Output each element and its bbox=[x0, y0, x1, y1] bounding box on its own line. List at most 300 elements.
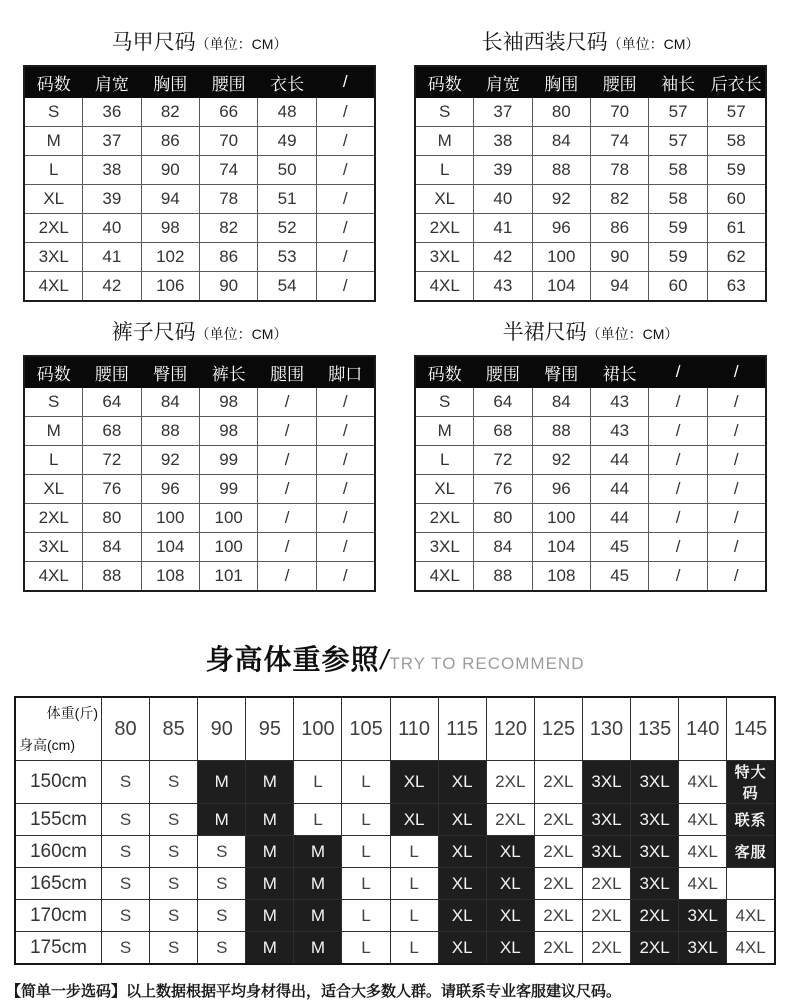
recommend-size-cell: 3XL bbox=[582, 804, 630, 836]
size-table-row bbox=[24, 127, 374, 156]
size-value: 80 bbox=[532, 98, 590, 127]
column-header: 腿围 bbox=[258, 356, 316, 388]
matrix-row bbox=[15, 836, 775, 868]
size-table-row bbox=[415, 98, 765, 127]
size-value: 86 bbox=[141, 127, 199, 156]
footnote: 【简单一步选码】以上数据根据平均身材得出，适合大多数人群。请联系专业客服建议尺码。 bbox=[6, 983, 622, 1000]
size-value: 88 bbox=[532, 156, 590, 185]
size-code-label: L bbox=[24, 156, 82, 185]
weight-header: 115 bbox=[438, 697, 486, 761]
size-table-header-row bbox=[24, 356, 374, 388]
size-value: / bbox=[316, 562, 374, 592]
pants-size-title-text: 裤子尺码 bbox=[111, 321, 196, 344]
column-header: 肩宽 bbox=[474, 66, 532, 98]
recommend-size-cell: 2XL bbox=[631, 932, 679, 965]
recommend-size-cell: 4XL bbox=[679, 804, 727, 836]
size-value: 82 bbox=[199, 214, 257, 243]
size-value: 72 bbox=[83, 446, 141, 475]
weight-header: 85 bbox=[150, 697, 198, 761]
recommend-size-cell: 特大码 bbox=[727, 761, 775, 804]
column-header: 码数 bbox=[415, 66, 473, 98]
size-value: 82 bbox=[141, 98, 199, 127]
size-value: 64 bbox=[83, 388, 141, 417]
size-table-row bbox=[415, 475, 765, 504]
size-value: 84 bbox=[83, 533, 141, 562]
size-value: 61 bbox=[707, 214, 765, 243]
size-value: 38 bbox=[83, 156, 141, 185]
pants-size-unit: （单位：CM） bbox=[195, 326, 288, 342]
size-value: 76 bbox=[474, 475, 532, 504]
size-value: 104 bbox=[532, 272, 590, 302]
recommend-size-cell: S bbox=[102, 900, 150, 932]
size-value: / bbox=[649, 533, 707, 562]
size-table-header-row bbox=[24, 66, 374, 98]
column-header: 后衣长 bbox=[707, 66, 765, 98]
size-value: / bbox=[258, 475, 316, 504]
size-table-row bbox=[24, 243, 374, 272]
recommend-size-cell: 3XL bbox=[679, 932, 727, 965]
size-table-row bbox=[415, 562, 765, 592]
recommend-size-cell: M bbox=[246, 900, 294, 932]
size-table-row bbox=[415, 417, 765, 446]
recommend-size-cell: 2XL bbox=[486, 761, 534, 804]
size-code-label: L bbox=[24, 446, 82, 475]
size-value: 94 bbox=[141, 185, 199, 214]
recommend-size-cell: XL bbox=[390, 761, 438, 804]
size-value: 51 bbox=[258, 185, 316, 214]
matrix-row bbox=[15, 900, 775, 932]
weight-header: 105 bbox=[342, 697, 390, 761]
recommend-size-cell: S bbox=[198, 868, 246, 900]
size-value: / bbox=[316, 417, 374, 446]
column-header: 码数 bbox=[415, 356, 473, 388]
size-value: / bbox=[707, 533, 765, 562]
size-code-label: XL bbox=[24, 475, 82, 504]
size-code-label: 3XL bbox=[24, 533, 82, 562]
corner-height-label: 身高(cm) bbox=[19, 737, 75, 753]
recommend-size-cell: L bbox=[390, 836, 438, 868]
weight-header: 100 bbox=[294, 697, 342, 761]
recommend-title-en: TRY TO RECOMMEND bbox=[389, 654, 585, 673]
recommend-size-cell: M bbox=[246, 868, 294, 900]
column-header: 裙长 bbox=[590, 356, 648, 388]
size-value: 41 bbox=[474, 214, 532, 243]
size-value: 42 bbox=[474, 243, 532, 272]
size-value: 58 bbox=[649, 156, 707, 185]
size-code-label: M bbox=[24, 127, 82, 156]
recommend-size-cell: 2XL bbox=[582, 868, 630, 900]
vest-size-title-text: 马甲尺码 bbox=[111, 31, 196, 54]
recommend-size-cell: XL bbox=[486, 932, 534, 965]
size-table-row bbox=[24, 185, 374, 214]
weight-header: 135 bbox=[631, 697, 679, 761]
recommend-size-cell: 4XL bbox=[679, 761, 727, 804]
matrix-header-row bbox=[15, 697, 775, 761]
size-table-row bbox=[415, 156, 765, 185]
column-header: 码数 bbox=[24, 356, 82, 388]
size-value: 60 bbox=[707, 185, 765, 214]
column-header: / bbox=[649, 356, 707, 388]
recommend-size-cell: L bbox=[294, 804, 342, 836]
size-value: 45 bbox=[590, 533, 648, 562]
recommend-size-cell: L bbox=[390, 868, 438, 900]
size-value: 88 bbox=[83, 562, 141, 592]
skirt-size-section bbox=[401, 316, 780, 592]
pants-size-table bbox=[23, 355, 375, 592]
recommend-size-cell: S bbox=[150, 836, 198, 868]
height-label: 175cm bbox=[15, 932, 102, 965]
recommend-size-cell: S bbox=[150, 900, 198, 932]
size-value: / bbox=[258, 562, 316, 592]
recommend-title-slash: / bbox=[380, 644, 389, 675]
size-value: 72 bbox=[474, 446, 532, 475]
recommend-size-cell: S bbox=[198, 932, 246, 965]
height-label: 170cm bbox=[15, 900, 102, 932]
recommend-size-cell: 4XL bbox=[727, 932, 775, 965]
size-value: / bbox=[316, 446, 374, 475]
weight-header: 80 bbox=[102, 697, 150, 761]
size-value: / bbox=[707, 388, 765, 417]
recommend-size-cell: S bbox=[102, 804, 150, 836]
size-value: / bbox=[649, 417, 707, 446]
recommend-size-cell: L bbox=[342, 900, 390, 932]
recommend-size-cell: XL bbox=[438, 900, 486, 932]
size-value: 92 bbox=[532, 185, 590, 214]
height-weight-matrix bbox=[14, 696, 776, 965]
size-value: 98 bbox=[199, 417, 257, 446]
recommend-size-cell: S bbox=[102, 836, 150, 868]
size-value: 100 bbox=[532, 243, 590, 272]
column-header: 裤长 bbox=[199, 356, 257, 388]
size-value: 43 bbox=[590, 388, 648, 417]
size-value: 59 bbox=[649, 214, 707, 243]
skirt-size-unit: （单位：CM） bbox=[586, 326, 679, 342]
size-value: 64 bbox=[474, 388, 532, 417]
recommend-size-cell: S bbox=[150, 868, 198, 900]
size-table-header-row bbox=[415, 66, 765, 98]
size-value: 88 bbox=[474, 562, 532, 592]
matrix-row bbox=[15, 868, 775, 900]
vest-size-title bbox=[10, 26, 389, 56]
size-value: 54 bbox=[258, 272, 316, 302]
weight-header: 130 bbox=[582, 697, 630, 761]
recommend-size-cell: XL bbox=[486, 868, 534, 900]
recommend-size-cell: M bbox=[246, 932, 294, 965]
column-header: 腰围 bbox=[590, 66, 648, 98]
size-code-label: 3XL bbox=[415, 533, 473, 562]
recommend-size-cell: M bbox=[294, 900, 342, 932]
size-value: 94 bbox=[590, 272, 648, 302]
size-table-row bbox=[415, 243, 765, 272]
size-value: / bbox=[258, 446, 316, 475]
skirt-size-title-text: 半裙尺码 bbox=[502, 321, 587, 344]
size-table-row bbox=[415, 533, 765, 562]
size-value: 66 bbox=[199, 98, 257, 127]
recommend-size-cell: 联系 bbox=[727, 804, 775, 836]
column-header: 腰围 bbox=[474, 356, 532, 388]
height-label: 160cm bbox=[15, 836, 102, 868]
column-header: 臀围 bbox=[532, 356, 590, 388]
size-value: 40 bbox=[474, 185, 532, 214]
size-code-label: M bbox=[24, 417, 82, 446]
weight-header: 90 bbox=[198, 697, 246, 761]
size-value: 70 bbox=[199, 127, 257, 156]
size-value: 86 bbox=[199, 243, 257, 272]
size-code-label: 2XL bbox=[415, 214, 473, 243]
size-value: / bbox=[316, 185, 374, 214]
size-value: 53 bbox=[258, 243, 316, 272]
size-code-label: XL bbox=[415, 475, 473, 504]
recommend-size-cell: 4XL bbox=[679, 868, 727, 900]
size-value: 44 bbox=[590, 475, 648, 504]
recommend-size-cell: M bbox=[294, 836, 342, 868]
size-value: 50 bbox=[258, 156, 316, 185]
size-code-label: 3XL bbox=[24, 243, 82, 272]
size-value: 80 bbox=[83, 504, 141, 533]
size-table-row bbox=[415, 185, 765, 214]
size-code-label: L bbox=[415, 446, 473, 475]
column-header: 脚口 bbox=[316, 356, 374, 388]
matrix-row bbox=[15, 932, 775, 965]
size-table-row bbox=[24, 533, 374, 562]
column-header: 胸围 bbox=[141, 66, 199, 98]
weight-header: 145 bbox=[727, 697, 775, 761]
size-value: 99 bbox=[199, 475, 257, 504]
weight-header: 110 bbox=[390, 697, 438, 761]
size-value: / bbox=[258, 417, 316, 446]
size-value: 92 bbox=[141, 446, 199, 475]
size-table-row bbox=[24, 562, 374, 592]
size-table-row bbox=[24, 388, 374, 417]
size-code-label: 2XL bbox=[24, 504, 82, 533]
recommend-size-cell: XL bbox=[438, 932, 486, 965]
size-value: 100 bbox=[141, 504, 199, 533]
blazer-size-title bbox=[401, 26, 780, 56]
size-table-header-row bbox=[415, 356, 765, 388]
size-value: 84 bbox=[532, 127, 590, 156]
recommend-size-cell: XL bbox=[438, 868, 486, 900]
size-value: 104 bbox=[141, 533, 199, 562]
vest-size-unit: （单位：CM） bbox=[195, 36, 288, 52]
size-value: 102 bbox=[141, 243, 199, 272]
size-code-label: 3XL bbox=[415, 243, 473, 272]
blazer-size-section bbox=[401, 26, 780, 302]
size-value: 100 bbox=[199, 533, 257, 562]
size-value: 49 bbox=[258, 127, 316, 156]
size-value: 82 bbox=[590, 185, 648, 214]
size-value: 39 bbox=[474, 156, 532, 185]
size-code-label: S bbox=[415, 98, 473, 127]
size-value: 41 bbox=[83, 243, 141, 272]
size-table-row bbox=[415, 127, 765, 156]
recommend-size-cell: XL bbox=[438, 761, 486, 804]
recommend-size-cell: 2XL bbox=[631, 900, 679, 932]
recommend-size-cell: 3XL bbox=[631, 836, 679, 868]
size-value: 59 bbox=[707, 156, 765, 185]
recommend-size-cell: M bbox=[246, 836, 294, 868]
size-value: 42 bbox=[83, 272, 141, 302]
size-value: 43 bbox=[590, 417, 648, 446]
column-header: 肩宽 bbox=[83, 66, 141, 98]
recommend-size-cell: XL bbox=[390, 804, 438, 836]
size-code-label: 4XL bbox=[415, 562, 473, 592]
size-code-label: XL bbox=[24, 185, 82, 214]
recommend-size-cell: 4XL bbox=[727, 900, 775, 932]
recommend-size-cell: L bbox=[342, 932, 390, 965]
recommend-size-cell: M bbox=[246, 761, 294, 804]
recommend-size-cell: 3XL bbox=[582, 761, 630, 804]
size-table-row bbox=[24, 272, 374, 302]
recommend-size-cell: 3XL bbox=[631, 761, 679, 804]
recommend-size-cell: 2XL bbox=[486, 804, 534, 836]
size-value: / bbox=[649, 562, 707, 592]
vest-size-section bbox=[10, 26, 389, 302]
size-table-row bbox=[24, 475, 374, 504]
column-header: 袖长 bbox=[649, 66, 707, 98]
size-value: / bbox=[258, 533, 316, 562]
column-header: 衣长 bbox=[258, 66, 316, 98]
column-header: / bbox=[707, 356, 765, 388]
recommend-size-cell: S bbox=[198, 900, 246, 932]
blazer-size-unit: （单位：CM） bbox=[607, 36, 700, 52]
recommend-size-cell: S bbox=[150, 932, 198, 965]
size-table-row bbox=[24, 504, 374, 533]
size-value: 39 bbox=[83, 185, 141, 214]
size-value: 104 bbox=[532, 533, 590, 562]
column-header: / bbox=[316, 66, 374, 98]
size-code-label: 4XL bbox=[24, 562, 82, 592]
recommend-size-cell: XL bbox=[486, 900, 534, 932]
recommend-size-cell: L bbox=[342, 836, 390, 868]
recommend-size-cell: M bbox=[198, 804, 246, 836]
size-value: 99 bbox=[199, 446, 257, 475]
skirt-size-title bbox=[401, 316, 780, 346]
size-value: / bbox=[316, 504, 374, 533]
recommend-size-cell: L bbox=[342, 868, 390, 900]
weight-header: 140 bbox=[679, 697, 727, 761]
size-value: / bbox=[316, 533, 374, 562]
size-value: / bbox=[316, 272, 374, 302]
size-table-row bbox=[415, 446, 765, 475]
size-value: 57 bbox=[707, 98, 765, 127]
recommend-size-cell: 客服 bbox=[727, 836, 775, 868]
size-value: / bbox=[316, 388, 374, 417]
size-value: 38 bbox=[474, 127, 532, 156]
size-value: 88 bbox=[141, 417, 199, 446]
recommend-size-cell: L bbox=[342, 761, 390, 804]
size-value: / bbox=[707, 562, 765, 592]
recommend-size-cell: 3XL bbox=[631, 868, 679, 900]
recommend-size-cell: 2XL bbox=[534, 804, 582, 836]
recommend-size-cell: 2XL bbox=[534, 868, 582, 900]
size-value: 57 bbox=[649, 127, 707, 156]
size-value: 58 bbox=[707, 127, 765, 156]
size-value: 84 bbox=[532, 388, 590, 417]
height-label: 150cm bbox=[15, 761, 102, 804]
recommend-size-cell: S bbox=[198, 836, 246, 868]
recommend-size-cell: S bbox=[102, 868, 150, 900]
column-header: 臀围 bbox=[141, 356, 199, 388]
column-header: 码数 bbox=[24, 66, 82, 98]
size-table-row bbox=[24, 98, 374, 127]
size-value: 63 bbox=[707, 272, 765, 302]
size-value: 100 bbox=[532, 504, 590, 533]
size-value: / bbox=[707, 446, 765, 475]
size-value: 68 bbox=[83, 417, 141, 446]
blazer-size-title-text: 长袖西装尺码 bbox=[481, 31, 608, 54]
size-value: 90 bbox=[141, 156, 199, 185]
recommend-size-cell: 2XL bbox=[534, 761, 582, 804]
vest-size-table bbox=[23, 65, 375, 302]
size-value: 43 bbox=[474, 272, 532, 302]
size-value: 44 bbox=[590, 504, 648, 533]
weight-header: 125 bbox=[534, 697, 582, 761]
size-code-label: S bbox=[24, 98, 82, 127]
size-table-row bbox=[415, 504, 765, 533]
size-value: 96 bbox=[532, 214, 590, 243]
size-value: 88 bbox=[532, 417, 590, 446]
recommend-size-cell: 3XL bbox=[582, 836, 630, 868]
weight-header: 120 bbox=[486, 697, 534, 761]
size-table-row bbox=[24, 156, 374, 185]
size-value: 59 bbox=[649, 243, 707, 272]
size-value: 84 bbox=[474, 533, 532, 562]
size-value: 62 bbox=[707, 243, 765, 272]
recommend-size-cell: 4XL bbox=[679, 836, 727, 868]
recommend-title bbox=[0, 638, 790, 678]
size-value: 90 bbox=[590, 243, 648, 272]
size-value: / bbox=[649, 475, 707, 504]
size-code-label: 2XL bbox=[24, 214, 82, 243]
size-value: 44 bbox=[590, 446, 648, 475]
size-value: 98 bbox=[141, 214, 199, 243]
size-value: 37 bbox=[474, 98, 532, 127]
size-value: 57 bbox=[649, 98, 707, 127]
size-code-label: 4XL bbox=[415, 272, 473, 302]
size-value: / bbox=[707, 475, 765, 504]
height-label: 155cm bbox=[15, 804, 102, 836]
size-table-row bbox=[24, 214, 374, 243]
recommend-size-cell: XL bbox=[438, 836, 486, 868]
size-value: / bbox=[649, 446, 707, 475]
recommend-size-cell: S bbox=[150, 804, 198, 836]
weight-header: 95 bbox=[246, 697, 294, 761]
corner-header bbox=[15, 697, 102, 761]
column-header: 腰围 bbox=[83, 356, 141, 388]
size-value: 36 bbox=[83, 98, 141, 127]
pants-size-section bbox=[10, 316, 389, 592]
size-value: 106 bbox=[141, 272, 199, 302]
recommend-size-cell: XL bbox=[486, 836, 534, 868]
height-label: 165cm bbox=[15, 868, 102, 900]
size-code-label: L bbox=[415, 156, 473, 185]
size-value: / bbox=[649, 388, 707, 417]
recommend-size-cell: L bbox=[390, 932, 438, 965]
size-value: / bbox=[316, 98, 374, 127]
size-value: 52 bbox=[258, 214, 316, 243]
size-value: / bbox=[649, 504, 707, 533]
size-table-row bbox=[24, 446, 374, 475]
recommend-size-cell: 2XL bbox=[582, 932, 630, 965]
size-value: 76 bbox=[83, 475, 141, 504]
size-value: 101 bbox=[199, 562, 257, 592]
recommend-size-cell: M bbox=[246, 804, 294, 836]
size-code-label: XL bbox=[415, 185, 473, 214]
size-value: 70 bbox=[590, 98, 648, 127]
size-value: 100 bbox=[199, 504, 257, 533]
size-value: 74 bbox=[590, 127, 648, 156]
blazer-size-table bbox=[414, 65, 766, 302]
